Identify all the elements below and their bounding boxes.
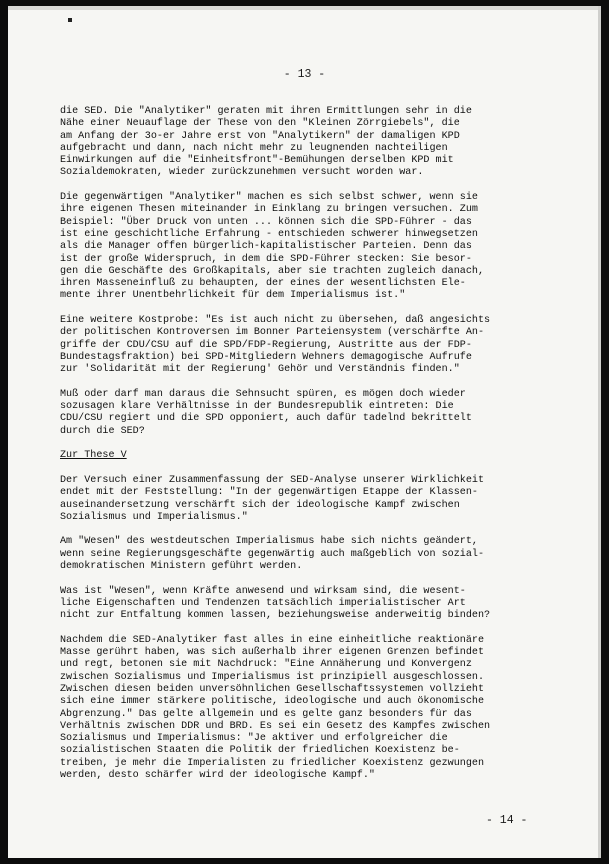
- text-line: Muß oder darf man daraus die Sehnsucht spüren, es mögen doch wieder: [60, 388, 466, 400]
- text-line: sozialistischen Staaten die Politik der friedlichen Koexistenz be-: [60, 745, 460, 757]
- text-line: zwischen Sozialismus und Imperialismus ist prinzipiell ausgeschlossen.: [60, 671, 485, 683]
- paragraph: [60, 635, 560, 783]
- text-line: Verhältnis zwischen DDR und BRD. Es sei ein Gesetz des Kampfes zwischen: [60, 720, 491, 732]
- text-line: werden, desto schärfer wird der ideologische Kampf.": [60, 770, 375, 782]
- text-line: ist eine geschichtliche Erfahrung - entschieden schwerer hinwegsetzen: [60, 228, 478, 240]
- scan-edge: [8, 6, 601, 10]
- text-line: Der Versuch einer Zusammenfassung der SED-Analyse unserer Wirklichkeit: [60, 474, 485, 486]
- text-line: aufgebracht und dann, nach nicht mehr zu leugnenden nachteiligen: [60, 142, 448, 154]
- text-line: gen die Geschäfte des Großkapitals, aber sie trachten zugleich danach,: [60, 265, 485, 277]
- text-line: treiben, je mehr die Imperialisten zu friedlicher Koexistenz gezwungen: [60, 757, 485, 769]
- document-page: [8, 6, 601, 858]
- text-line: Bundestagsfraktion) bei SPD-Mitgliedern Wehners demagogische Aufrufe: [60, 351, 472, 363]
- text-line: Nachdem die SED-Analytiker fast alles in eine einheitliche reaktionäre: [60, 634, 485, 646]
- text-line: endet mit der Feststellung: "In der gegenwärtigen Etappe der Klassen-: [60, 487, 478, 499]
- scan-speck: [68, 18, 72, 22]
- text-line: Zwischen diesen beiden unversöhnlichen Gesellschaftssystemen vollzieht: [60, 683, 485, 695]
- text-line: auseinandersetzung verschärft sich der ideologische Kampf zwischen: [60, 499, 460, 511]
- paragraph: [60, 315, 560, 376]
- text-line: Abgrenzung." Das gelte allgemein und es gelte ganz besonders für das: [60, 708, 472, 720]
- text-line: der politischen Kontroversen im Bonner Parteiensystem (verschärfte An-: [60, 327, 485, 339]
- text-line: Eine weitere Kostprobe: "Es ist auch nicht zu übersehen, daß angesichts: [60, 315, 491, 327]
- section-heading-text: Zur These V: [60, 450, 127, 462]
- paragraph: [60, 389, 560, 438]
- page-number: - 13 -: [283, 68, 326, 81]
- document-body: [60, 106, 560, 795]
- text-line: die SED. Die "Analytiker" geraten mit ihren Ermittlungen sehr in die: [60, 106, 472, 117]
- text-line: Was ist "Wesen", wenn Kräfte anwesend und wirksam sind, die wesent-: [60, 585, 466, 597]
- text-line: sich eine immer stärkere politische, ideologische und auch ökonomische: [60, 696, 485, 708]
- text-line: als die Manager offen bürgerlich-kapitalistischer Parteien. Denn das: [60, 241, 472, 253]
- paragraph: [60, 586, 560, 623]
- text-line: ihren Masseneinfluß zu behaupten, der eines der wesentlichsten Ele-: [60, 278, 466, 290]
- text-line: mente ihrer Unentbehrlichkeit für dem Imperialismus ist.": [60, 290, 406, 302]
- text-line: ist der große Widerspruch, in dem die SPD-Führer stecken: Sie besor-: [60, 253, 472, 265]
- paragraph: [60, 192, 560, 303]
- text-line: demokratischen Ministern geführt werden.: [60, 560, 303, 572]
- paragraph: [60, 475, 560, 524]
- text-line: Nähe einer Neuauflage der These von den "Kleinen Zörrgiebels", die: [60, 118, 460, 130]
- text-line: durch die SED?: [60, 425, 145, 437]
- text-line: griffe der CDU/CSU auf die SPD/FDP-Regierung, Austritte aus der FDP-: [60, 339, 472, 351]
- text-line: wenn seine Regierungsgeschäfte gegenwärtig auch maßgeblich von sozial-: [60, 548, 485, 560]
- paragraph: [60, 106, 560, 180]
- text-line: Beispiel: "Über Druck von unten ... können sich die SPD-Führer - das: [60, 216, 472, 228]
- text-line: am Anfang der 3o-er Jahre erst von "Analytikern" der damaligen KPD: [60, 130, 460, 142]
- section-heading: [60, 450, 560, 462]
- text-line: ihre eigenen Thesen miteinander in Einklang zu bringen versuchen. Zum: [60, 204, 478, 216]
- text-line: nicht zur Entfaltung kommen lassen, beziehungsweise anderweitig binden?: [60, 610, 491, 622]
- text-line: und regt, betonen sie mit Nachdruck: "Eine Annäherung und Konvergenz: [60, 659, 472, 671]
- text-line: Am "Wesen" des westdeutschen Imperialismus habe sich nichts geändert,: [60, 536, 478, 548]
- text-line: CDU/CSU regiert und die SPD opponiert, auch dafür tadelnd bekrittelt: [60, 413, 472, 425]
- text-line: Sozialismus und Imperialismus.": [60, 511, 248, 523]
- text-line: Sozialismus und Imperialismus: "Je aktiver und erfolgreicher die: [60, 733, 448, 745]
- text-line: Die gegenwärtigen "Analytiker" machen es sich selbst schwer, wenn sie: [60, 192, 478, 204]
- text-line: Einwirkungen auf die "Einheitsfront"-Bemühungen derselben KPD mit: [60, 155, 454, 167]
- scan-edge: [598, 6, 601, 858]
- next-page-number: - 14 -: [486, 814, 528, 827]
- text-line: Sozialdemokraten, wieder zurückzunehmen versucht worden war.: [60, 167, 424, 179]
- text-line: liche Eigenschaften und Tendenzen tatsächlich imperialistischer Art: [60, 597, 466, 609]
- paragraph: [60, 536, 560, 573]
- text-line: sozusagen klare Verhältnisse in der Bundesrepublik eintreten: Die: [60, 401, 454, 413]
- text-line: zur 'Solidarität mit der Regierung' Gehör und Verständnis finden.": [60, 364, 460, 376]
- text-line: Masse gerührt haben, was sich außerhalb ihrer eigenen Grenzen befindet: [60, 647, 485, 659]
